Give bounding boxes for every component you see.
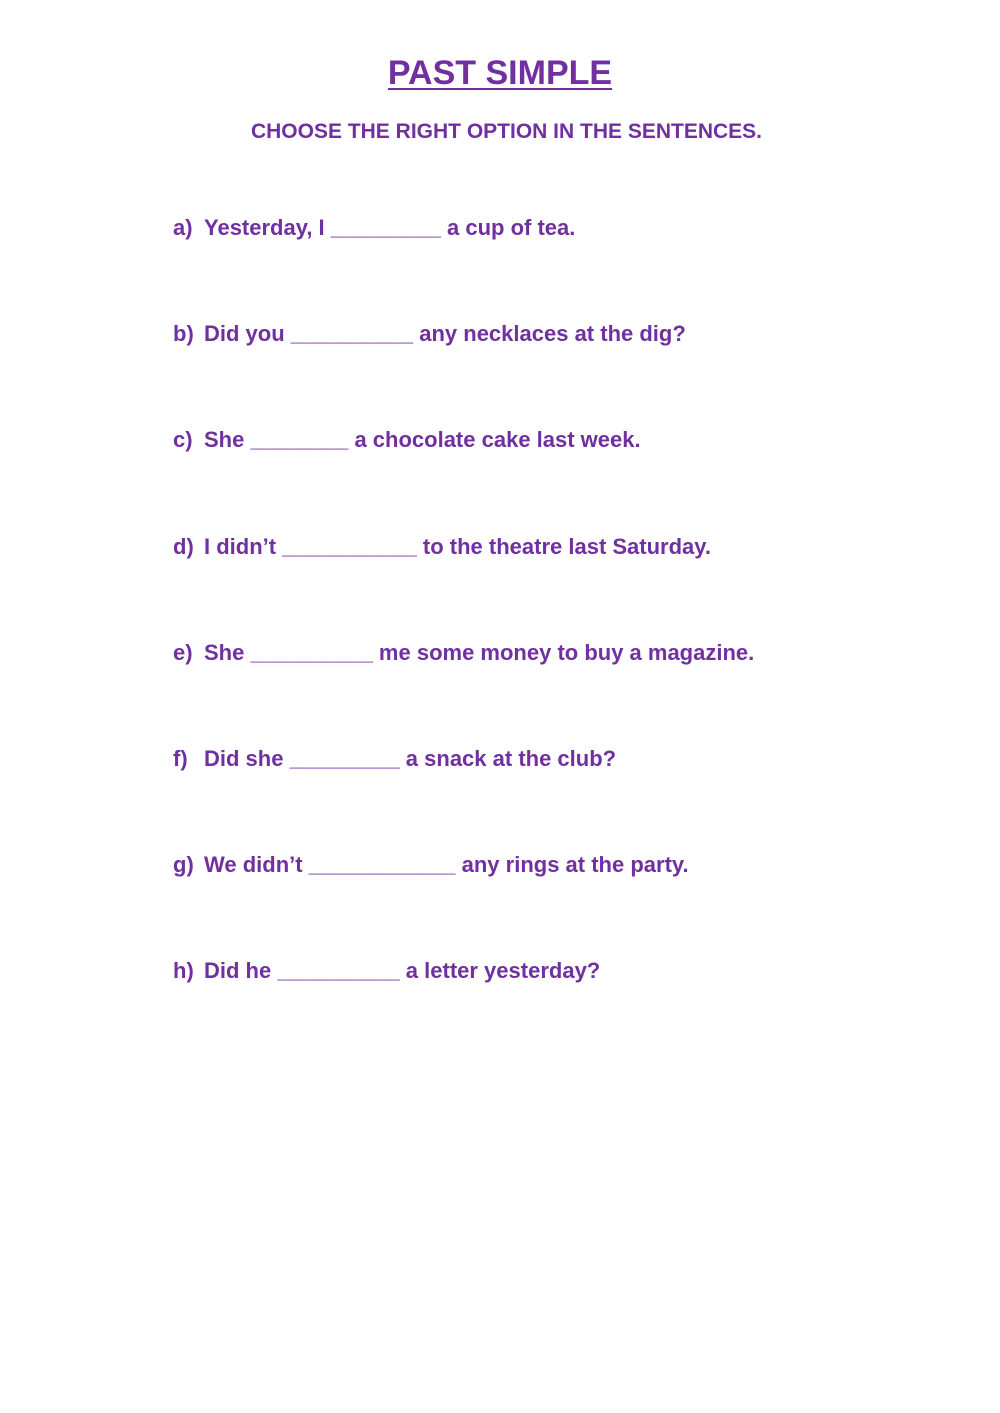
exercise-item-d — [173, 532, 933, 638]
item-marker: f) — [173, 745, 188, 771]
page-title-text: PAST SIMPLE — [387, 54, 613, 92]
instruction-text: CHOOSE THE RIGHT OPTION IN THE SENTENCES. — [250, 120, 763, 143]
page-title — [0, 50, 1000, 96]
exercise-item-g — [173, 850, 933, 956]
item-sentence: She __________ me some money to buy a magazine. — [204, 639, 755, 665]
exercise-item-h — [173, 956, 933, 1062]
exercise-list — [173, 213, 933, 1063]
item-marker: c) — [173, 427, 193, 453]
exercise-item-c — [173, 425, 933, 531]
item-marker: a) — [173, 215, 193, 240]
exercise-item-e — [173, 638, 933, 744]
item-marker: h) — [173, 958, 194, 984]
item-sentence: Did she _________ a snack at the club? — [204, 745, 617, 771]
item-marker: b) — [173, 321, 194, 347]
item-marker: d) — [173, 533, 194, 559]
exercise-item-f — [173, 744, 933, 850]
item-sentence: We didn’t ____________ any rings at the party. — [204, 852, 689, 878]
item-sentence: She ________ a chocolate cake last week. — [204, 427, 641, 453]
item-sentence: Yesterday, I _________ a cup of tea. — [204, 215, 576, 240]
item-sentence: Did you __________ any necklaces at the dig? — [204, 321, 686, 347]
item-marker: e) — [173, 639, 193, 665]
exercise-item-b — [173, 319, 933, 425]
item-sentence: Did he __________ a letter yesterday? — [204, 958, 601, 984]
item-marker: g) — [173, 852, 194, 878]
exercise-item-a — [173, 213, 933, 319]
item-sentence: I didn’t ___________ to the theatre last Saturday. — [204, 533, 712, 559]
